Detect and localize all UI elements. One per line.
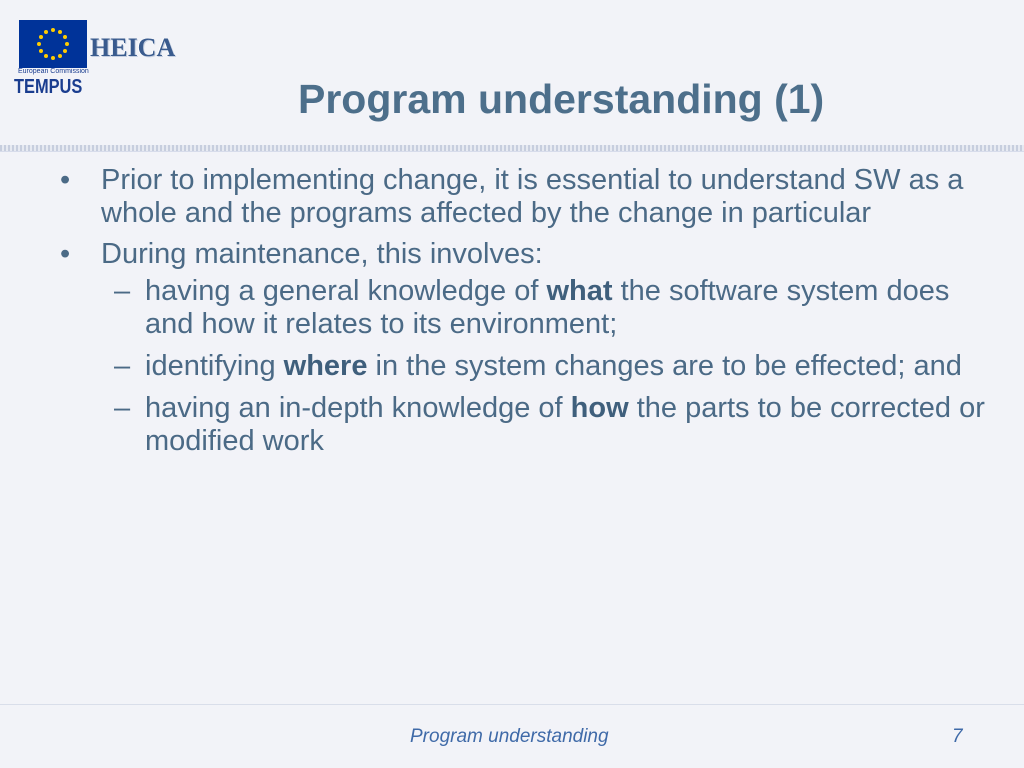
- bullet-item: [56, 164, 996, 230]
- bullet-item: [56, 238, 996, 271]
- sub-bullet-text-after: the parts to be corrected or modified work: [145, 392, 985, 457]
- sub-bullet-list: [56, 275, 996, 458]
- slide-body: [56, 164, 996, 467]
- tempus-label: TEMPUS: [14, 76, 83, 98]
- bullet-marker: •: [60, 164, 71, 196]
- page-number: 7: [952, 726, 963, 747]
- sub-bullet-keyword: how: [570, 392, 629, 424]
- sub-bullet-text-before: identifying: [145, 350, 284, 382]
- heica-label: HEICA: [90, 33, 176, 62]
- footer-title: Program understanding: [410, 726, 609, 747]
- eu-flag-icon: [19, 20, 87, 68]
- commission-label: European Commission: [18, 68, 89, 75]
- sub-bullet-item: [56, 350, 996, 383]
- sub-bullet-text-before: having an in-depth knowledge of: [145, 392, 571, 424]
- sub-bullet-text-after: in the system changes are to be effected; and: [367, 350, 962, 382]
- bullet-text: During maintenance, this involves:: [101, 238, 543, 270]
- header-divider-line: [0, 151, 1024, 152]
- sub-bullet-marker: –: [114, 350, 131, 382]
- sub-bullet-marker: –: [114, 392, 131, 424]
- sub-bullet-keyword: where: [283, 350, 368, 382]
- sub-bullet-text-before: having a general knowledge of: [145, 275, 547, 307]
- slide-title: Program understanding (1): [298, 76, 825, 122]
- bullet-marker: •: [60, 238, 71, 270]
- bullet-text: Prior to implementing change, it is essential to understand SW as a whole and the programs affected by the change in particular: [101, 164, 964, 229]
- sub-bullet-item: [56, 392, 996, 458]
- sub-bullet-marker: –: [114, 275, 131, 307]
- sub-bullet-text-after: the software system does and how it relates to its environment;: [145, 275, 950, 340]
- footer-divider: [0, 704, 1024, 705]
- sub-bullet-item: [56, 275, 996, 341]
- sub-bullet-keyword: what: [546, 275, 613, 307]
- logo: [16, 18, 186, 98]
